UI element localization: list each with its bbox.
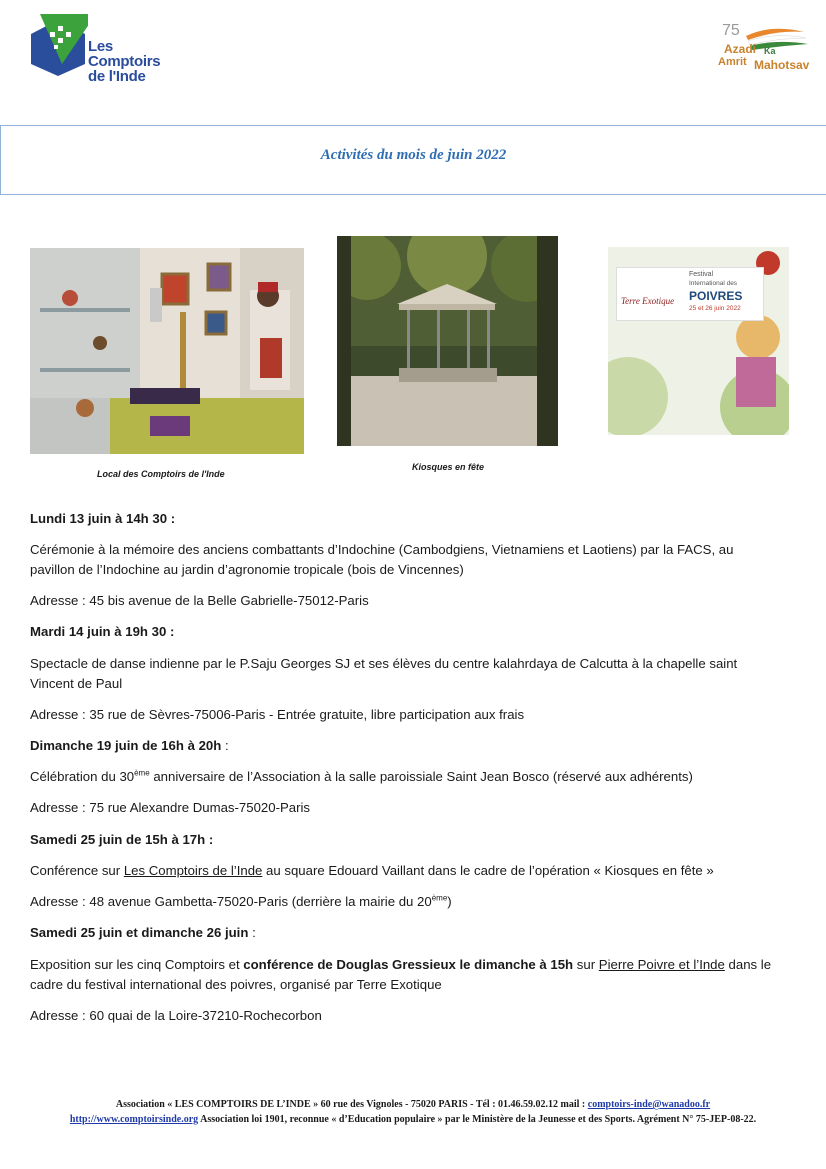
event-3-heading-suffix: :: [221, 738, 229, 753]
event-4-desc-pre: Conférence sur: [30, 863, 124, 878]
event-3-heading: Dimanche 19 juin de 16h à 20h: [30, 738, 222, 753]
event-3-desc-post: anniversaire de l’Association à la salle paroissiale Saint Jean Bosco (réservé aux adhérents): [149, 769, 693, 784]
poster-dates: 25 et 26 juin 2022: [689, 305, 741, 312]
event-1-desc-line2: pavillon de l’Indochine au jardin d’agronomie tropicale (bois de Vincennes): [30, 562, 464, 577]
poster-international: International des: [689, 280, 738, 287]
event-5-desc-b: conférence de Douglas Gressieux le dimanche à 15h: [243, 957, 574, 972]
event-3-heading-line: [30, 736, 800, 756]
festival-poster: [608, 247, 789, 435]
event-4-desc: [30, 861, 800, 881]
event-4-desc-post: au square Edouard Vaillant dans le cadre de l’opération « Kiosques en fête »: [262, 863, 714, 878]
footer-address: Association « LES COMPTOIRS DE L’INDE » 60 rue des Vignoles - 75020 PARIS - Tél : 01.46.59.02.12 mail :: [115, 1099, 588, 1110]
page-title: Activités du mois de juin 2022: [320, 147, 507, 163]
kiosque-photo: [337, 236, 558, 446]
photo-caption-local: Local des Comptoirs de l'Inde: [97, 469, 225, 479]
event-2-address: Adresse : 35 rue de Sèvres-75006-Paris - Entrée gratuite, libre participation aux frais: [30, 707, 525, 722]
azadi-logo: [716, 22, 820, 74]
event-1-heading: Lundi 13 juin à 14h 30 :: [30, 511, 176, 526]
logo-75-text: 75: [722, 22, 740, 39]
event-5-address: Adresse : 60 quai de la Loire-37210-Rochecorbon: [30, 1008, 322, 1023]
event-3-address: Adresse : 75 rue Alexandre Dumas-75020-Paris: [30, 800, 311, 815]
logo-ka-text: Ka: [764, 46, 776, 56]
photo-caption-kiosque: Kiosques en fête: [412, 462, 485, 472]
event-5-heading: Samedi 25 juin et dimanche 26 juin: [30, 925, 249, 940]
footer-email-link[interactable]: comptoirs-inde@wanadoo.fr: [587, 1099, 711, 1110]
local-photo: [30, 248, 304, 454]
title-box: [0, 125, 826, 195]
comptoirs-logo: [28, 12, 188, 84]
event-5-desc-a: Exposition sur les cinq Comptoirs et: [30, 957, 244, 972]
event-2-desc-line2: Vincent de Paul: [30, 676, 123, 691]
comptoirs-emblem-icon: [28, 12, 88, 84]
poster-brand: Terre Exotique: [621, 296, 675, 306]
event-3-desc-sup: ème: [134, 768, 150, 778]
event-5-desc-d: dans le: [724, 957, 772, 972]
event-3-desc: [30, 767, 800, 787]
poster-festival: Festival: [689, 271, 714, 278]
logo-amrit-text: Amrit: [718, 56, 747, 68]
event-4-address-sup: ème: [431, 893, 448, 903]
footer-website-link[interactable]: http://www.comptoirsinde.org: [69, 1114, 199, 1125]
event-2-heading: Mardi 14 juin à 19h 30 :: [30, 624, 175, 639]
poster-card: [616, 267, 764, 321]
footer-association-info: Association loi 1901, reconnue « d’Education populaire » par le Ministère de la Jeunesse et des Sports. Agrément N° 75-JEP-08-22.: [198, 1114, 757, 1125]
poster-poivres: POIVRES: [689, 289, 743, 303]
event-3-desc-pre: Célébration du 30: [30, 769, 135, 784]
event-5-heading-suffix: :: [248, 925, 256, 940]
event-4-desc-link[interactable]: Les Comptoirs de l’Inde: [123, 863, 263, 878]
logo-mahotsav-text: Mahotsav: [754, 58, 810, 72]
event-5-desc-c: sur: [573, 957, 599, 972]
footer-line2: [0, 1114, 826, 1125]
event-4-address-pre: Adresse : 48 avenue Gambetta-75020-Paris (derrière la mairie du 20: [30, 894, 432, 909]
event-5-desc-line1: [30, 955, 800, 975]
logo-text-line1: Les Comptoirs: [88, 38, 161, 70]
event-4-address: [30, 892, 800, 912]
event-4-address-post: ): [447, 894, 452, 909]
event-1-address: Adresse : 45 bis avenue de la Belle Gabrielle-75012-Paris: [30, 593, 369, 608]
event-1-desc-line1: Cérémonie à la mémoire des anciens combattants d’Indochine (Cambodgiens, Vietnamiens et Laotiens) par la FACS, au: [30, 542, 734, 557]
event-5-desc-link[interactable]: Pierre Poivre et l’Inde: [598, 957, 725, 972]
logo-azadi-text: Azadi: [724, 42, 757, 56]
footer-line1: [0, 1099, 826, 1110]
event-4-heading: Samedi 25 juin de 15h à 17h :: [30, 832, 214, 847]
logo-text-line2: de l'Inde: [88, 68, 146, 85]
event-5-heading-line: [30, 923, 800, 943]
event-2-desc-line1: Spectacle de danse indienne par le P.Saju Georges SJ et ses élèves du centre kalahrdaya de Calcutta à la chapelle saint: [30, 656, 738, 671]
event-5-desc-line2: cadre du festival international des poivres, organisé par Terre Exotique: [30, 977, 442, 992]
